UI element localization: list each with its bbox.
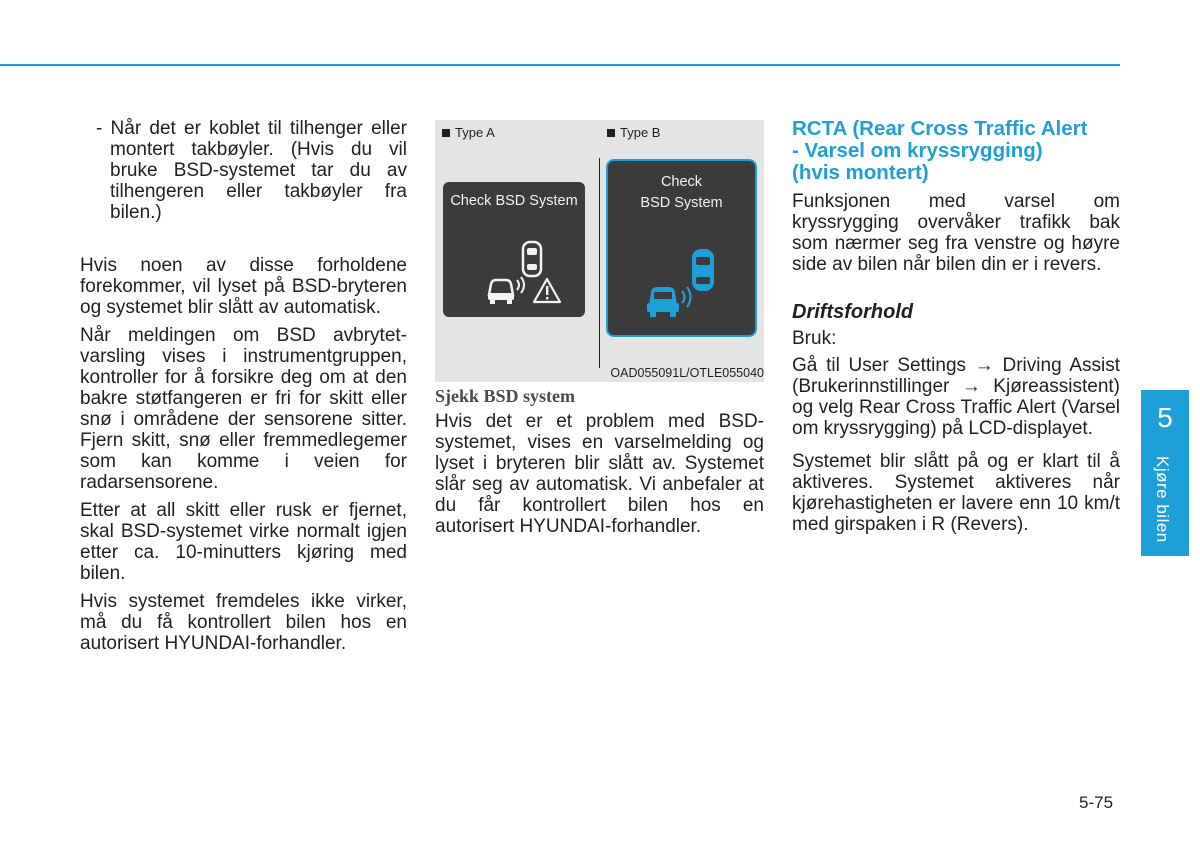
chapter-number: 5 (1157, 402, 1173, 433)
figure-code: OAD055091L/OTLE055040 (610, 366, 764, 380)
label-bruk: Bruk: (792, 328, 837, 349)
paragraph-after-cleaning: Etter at all skitt eller rusk er fjernet, skal BSD-systemet virke normalt igjen etter ca. 10-minutters kjøring med bilen. (80, 500, 407, 584)
paragraph-cancel-warning: Når meldingen om BSD avbrytet-varsling vises i instrumentgruppen, kontroller for å forsikre deg om at den bakre støtfangeren er fri for skitt eller snø i områdene der sensorene sitter. Fjern skitt, snø eller fremmedlegemer som kan komme i veien for radarsensorene. (80, 325, 407, 493)
subheading-operating-conditions: Driftsforhold (792, 301, 914, 323)
screen-b-message-line1: Check (660, 174, 703, 190)
paragraph-activation: Systemet blir slått på og er klart til å aktiveres. Systemet aktiveres når kjørehastigheten er lavere enn 10 km/t med girspaken i R (Revers). (792, 451, 1120, 535)
type-b-label: Type B (607, 122, 660, 143)
paragraph-bsd-problem: Hvis det er et problem med BSD-systemet, vises en varselmelding og lyset i bryteren blir slått av. Systemet slår seg av automatisk. Vi anbefaler at du får kontrollert bilen hos en autorisert HYUNDAI-forhandler. (435, 411, 764, 537)
screen-a-message: Check BSD System (450, 193, 578, 209)
screen-type-a (443, 182, 585, 317)
middle-column (435, 120, 764, 537)
bullet-trailer-condition: - Når det er koblet til tilhenger eller montert takbøyler. (Hvis du vil bruke BSD-systemet tar du av tilhengeren eller takbøyler fra bilen.) (96, 118, 407, 223)
page-number: 5-75 (1079, 793, 1114, 812)
screen-type-b (608, 161, 755, 335)
type-a-label: Type A (442, 122, 495, 143)
right-column (792, 118, 1120, 535)
signal-waves-icon (608, 161, 755, 335)
caption-check-bsd: Sjekk BSD system (435, 386, 576, 406)
paragraph-settings-path: Gå til User Settings → Driving Assist (Brukerinnstillinger → Kjøreassistent) og velg Rear Cross Traffic Alert (Varsel om kryssrygging) på LCD-displayet. (792, 355, 1120, 439)
rcta-heading-line1: RCTA (Rear Cross Traffic Alert (792, 117, 1088, 140)
chapter-tab (1141, 390, 1189, 556)
rcta-heading-line3: (hvis montert) (792, 161, 929, 184)
left-column (80, 118, 407, 654)
header-rule (0, 64, 1120, 66)
warning-triangle-icon (443, 182, 585, 317)
figure-divider (599, 158, 600, 368)
chapter-title: Kjøre bilen (1153, 456, 1172, 543)
rcta-heading-line2: - Varsel om kryssrygging) (792, 139, 1043, 162)
paragraph-rcta-function: Funksjonen med varsel om kryssrygging overvåker trafikk bak som nærmer seg fra venstre og høyre side av bilen når bilen din er i revers. (792, 191, 1120, 275)
paragraph-dealer-check: Hvis systemet fremdeles ikke virker, må du få kontrollert bilen hos en autorisert HYUNDAI-forhandler. (80, 591, 407, 654)
bsd-figure (435, 120, 764, 382)
paragraph-auto-off: Hvis noen av disse forholdene forekommer, vil lyset på BSD-bryteren og systemet blir slått av automatisk. (80, 255, 407, 318)
screen-b-message-line2: BSD System (640, 195, 723, 211)
